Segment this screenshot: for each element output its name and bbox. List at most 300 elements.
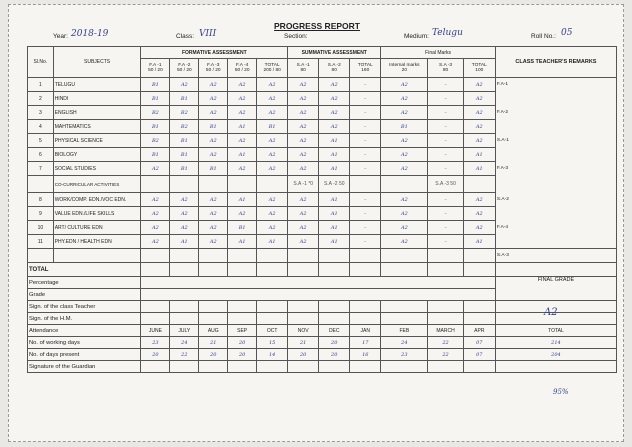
- subject-cell: HINDI: [53, 92, 141, 106]
- grade-cell: –: [428, 221, 463, 235]
- subject-row: [28, 207, 617, 221]
- working-days-cell: 24: [170, 337, 199, 349]
- signature-cell: [381, 313, 428, 325]
- remark-cell: [495, 92, 616, 106]
- grade-row-label: Grade: [28, 289, 141, 301]
- subject-row: [28, 92, 617, 106]
- grade-cell: A1: [319, 221, 350, 235]
- grade-cell: A2: [381, 106, 428, 120]
- grade-cell: A2: [381, 207, 428, 221]
- signature-cell: [350, 301, 381, 313]
- present-days-cell: 20: [319, 349, 350, 361]
- grade-cell: A2: [288, 148, 319, 162]
- year-value: 2018-19: [71, 29, 109, 39]
- grade-cell: A2: [381, 134, 428, 148]
- signature-cell: [428, 361, 463, 373]
- signature-cell: [463, 313, 495, 325]
- grade-cell: A2: [288, 92, 319, 106]
- present-days-cell: 20: [288, 349, 319, 361]
- signature-cell: [428, 313, 463, 325]
- grade-cell: B2: [141, 106, 170, 120]
- subject-row: [28, 235, 617, 249]
- working-days-cell: 17: [350, 337, 381, 349]
- grade-cell: A2: [288, 134, 319, 148]
- sa3-row: [28, 249, 617, 263]
- empty-cell: [141, 263, 170, 277]
- medium-label: Medium:: [404, 33, 429, 40]
- working-days-cell: 07: [463, 337, 495, 349]
- grade-cell: A2: [381, 92, 428, 106]
- month-cell: NOV: [288, 325, 319, 337]
- grade-cell: A2: [288, 207, 319, 221]
- grade-cell: [257, 176, 288, 193]
- grade-cell: B1: [141, 120, 170, 134]
- present-days-row-label: No. of days present: [28, 349, 141, 361]
- grade-cell: B1: [170, 134, 199, 148]
- empty-cell: [288, 263, 319, 277]
- grade-cell: –: [350, 92, 381, 106]
- subheader-name: TOTAL: [264, 62, 280, 68]
- grade-cell: –: [350, 148, 381, 162]
- grade-cell: A2: [228, 106, 257, 120]
- remark-cell: [495, 120, 616, 134]
- working-days-cell: 15: [257, 337, 288, 349]
- remark-cell: F.A-2: [495, 106, 616, 120]
- grade-cell: A2: [463, 221, 495, 235]
- present-days-cell: 07: [463, 349, 495, 361]
- empty-cell: [319, 263, 350, 277]
- working-days-cell: 23: [141, 337, 170, 349]
- grade-cell: A2: [381, 193, 428, 207]
- medium-value: Telugu: [432, 28, 463, 38]
- working-days-cell: 22: [428, 337, 463, 349]
- grade-cell: A2: [228, 78, 257, 92]
- remark-cell: F.A-1: [495, 78, 616, 92]
- grade-cell: A1: [228, 193, 257, 207]
- subheader-name: F.A -1: [149, 62, 162, 68]
- grade-cell: A2: [257, 162, 288, 176]
- signature-cell: [319, 313, 350, 325]
- grade-cell: A2: [141, 235, 170, 249]
- grade-cell: A2: [257, 221, 288, 235]
- subject-cell: ART/ CULTURE EDN: [53, 221, 141, 235]
- guardian-sign-row: [28, 361, 617, 373]
- subheader-max: 50 / 20: [148, 68, 163, 73]
- grade-cell: A2: [199, 106, 228, 120]
- grade-cell: A1: [463, 162, 495, 176]
- grade-cell: A2: [170, 221, 199, 235]
- grade-cell: A2: [199, 92, 228, 106]
- subheader-max: 80: [442, 68, 449, 73]
- subject-cell: SOCIAL STUDIES: [53, 162, 141, 176]
- month-cell: JAN: [350, 325, 381, 337]
- grade-cell: A2: [381, 162, 428, 176]
- signature-cell: [288, 313, 319, 325]
- grade-cell: [170, 176, 199, 193]
- subject-cell: WORK/COMP. EDN./VOC EDN.: [53, 193, 141, 207]
- grade-cell: B2: [170, 106, 199, 120]
- grade-cell: A2: [141, 221, 170, 235]
- empty-cell: [199, 263, 228, 277]
- month-cell: FEB: [381, 325, 428, 337]
- marks-table: [27, 46, 617, 373]
- grade-cell: S.A -2 50: [319, 176, 350, 193]
- subheader-name: TOTAL: [357, 62, 373, 68]
- empty-cell: [350, 249, 381, 263]
- subheader-cell: [350, 59, 381, 78]
- sl-no-cell: 5: [28, 134, 54, 148]
- empty-cell: [463, 249, 495, 263]
- grade-cell: [463, 176, 495, 193]
- grade-cell: A2: [228, 162, 257, 176]
- subheader-max: 160: [361, 68, 370, 73]
- grade-value: [141, 289, 495, 301]
- grade-cell: A2: [228, 207, 257, 221]
- grade-cell: A2: [319, 92, 350, 106]
- grade-cell: –: [428, 134, 463, 148]
- final-grade-value: A2: [544, 307, 558, 318]
- empty-cell: [428, 263, 463, 277]
- class-label: Class:: [176, 33, 195, 40]
- subheader-cell: [288, 59, 319, 78]
- grade-cell: A2: [463, 134, 495, 148]
- grade-cell: –: [350, 120, 381, 134]
- grade-cell: [199, 176, 228, 193]
- subheader-cell: [428, 59, 463, 78]
- grade-cell: A1: [319, 207, 350, 221]
- present-days-row: [28, 349, 617, 361]
- subject-cell: CO-CURRICULAR ACTIVITIES: [53, 176, 141, 193]
- grade-cell: A2: [257, 78, 288, 92]
- grade-cell: A2: [381, 221, 428, 235]
- signature-cell: [463, 361, 495, 373]
- header-final-marks: Final Marks: [381, 47, 496, 59]
- signature-cell: [170, 361, 199, 373]
- empty-cell: [28, 249, 54, 263]
- grade-cell: A2: [288, 78, 319, 92]
- present-days-total: 204: [495, 349, 616, 361]
- grade-cell: A1: [228, 148, 257, 162]
- empty-cell: [381, 263, 428, 277]
- subheader-cell: [319, 59, 350, 78]
- subject-row: [28, 78, 617, 92]
- sl-no-cell: 2: [28, 92, 54, 106]
- grade-cell: –: [428, 162, 463, 176]
- grade-cell: A2: [199, 193, 228, 207]
- subject-cell: MAHTEMATICS: [53, 120, 141, 134]
- empty-cell: [228, 263, 257, 277]
- sl-no-cell: 7: [28, 162, 54, 176]
- signature-cell: [199, 361, 228, 373]
- grade-cell: A1: [463, 235, 495, 249]
- header-remarks: CLASS TEACHER'S REMARKS: [495, 47, 616, 78]
- grade-cell: B1: [257, 120, 288, 134]
- grade-cell: A2: [381, 78, 428, 92]
- subheader-max: 80: [331, 68, 337, 73]
- percentage-row-label: Percentage: [28, 277, 141, 289]
- subject-row: [28, 221, 617, 235]
- present-days-cell: 22: [428, 349, 463, 361]
- remark-cell: [495, 176, 616, 193]
- grade-cell: –: [428, 193, 463, 207]
- month-cell: AUG: [199, 325, 228, 337]
- grade-cell: A1: [228, 120, 257, 134]
- grade-cell: A2: [288, 120, 319, 134]
- header-formative: FORMATIVE ASSESSMENT: [141, 47, 288, 59]
- working-days-cell: 24: [381, 337, 428, 349]
- grade-cell: [141, 176, 170, 193]
- grade-cell: [381, 176, 428, 193]
- grade-cell: A2: [199, 134, 228, 148]
- month-cell: OCT: [257, 325, 288, 337]
- grade-cell: A2: [199, 235, 228, 249]
- grade-cell: A2: [141, 162, 170, 176]
- subheader-name: F.A -2: [178, 62, 191, 68]
- grade-cell: A2: [463, 120, 495, 134]
- grade-cell: A2: [319, 78, 350, 92]
- empty-cell: [228, 249, 257, 263]
- header-row: [28, 47, 617, 59]
- working-days-row-label: No. of working days: [28, 337, 141, 349]
- grade-cell: B1: [170, 92, 199, 106]
- grade-cell: –: [350, 78, 381, 92]
- subheader-cell: [199, 59, 228, 78]
- subheader-cell: [463, 59, 495, 78]
- sl-no-cell: 11: [28, 235, 54, 249]
- grade-cell: A2: [257, 92, 288, 106]
- empty-cell: [319, 249, 350, 263]
- working-days-total: 214: [495, 337, 616, 349]
- grade-cell: B1: [170, 148, 199, 162]
- grade-cell: A2: [199, 148, 228, 162]
- subject-cell: ENGLISH: [53, 106, 141, 120]
- subheader-name: Internal marks: [389, 62, 420, 68]
- subject-row: [28, 134, 617, 148]
- subheader-name: S.A -1: [296, 62, 310, 68]
- present-days-cell: 20: [141, 349, 170, 361]
- subject-cell: PHYSICAL SCIENCE: [53, 134, 141, 148]
- roll-label: Roll No.:: [531, 33, 556, 40]
- guardian-sign-row-label: Signature of the Guardian: [28, 361, 141, 373]
- grade-cell: –: [428, 120, 463, 134]
- signature-cell: [228, 313, 257, 325]
- remark-cell: F.A-3: [495, 162, 616, 176]
- grade-cell: A2: [199, 78, 228, 92]
- month-cell: JUNE: [141, 325, 170, 337]
- teacher-sign-row-label: Sign. of the class Teacher: [28, 301, 141, 313]
- grade-cell: A1: [319, 193, 350, 207]
- grade-cell: A2: [463, 193, 495, 207]
- grade-cell: –: [428, 235, 463, 249]
- total-label: TOTAL: [28, 263, 141, 277]
- grade-cell: A2: [319, 120, 350, 134]
- grade-cell: A2: [288, 106, 319, 120]
- subject-row: [28, 176, 617, 193]
- grade-cell: A2: [463, 106, 495, 120]
- grade-cell: –: [428, 78, 463, 92]
- empty-cell: [288, 249, 319, 263]
- subheader-cell: [381, 59, 428, 78]
- subheader-cell: [257, 59, 288, 78]
- final-grade-label: FINAL GRADE: [495, 277, 616, 301]
- month-cell: JULY: [170, 325, 199, 337]
- grade-cell: A2: [463, 207, 495, 221]
- grade-cell: A2: [288, 162, 319, 176]
- grade-cell: A1: [463, 148, 495, 162]
- sl-no-cell: 1: [28, 78, 54, 92]
- signature-cell: [257, 313, 288, 325]
- signature-cell: [381, 361, 428, 373]
- signature-cell: [257, 301, 288, 313]
- grade-cell: A2: [228, 92, 257, 106]
- empty-cell: [141, 249, 170, 263]
- subheader-max: 20: [401, 68, 408, 73]
- subject-row: [28, 106, 617, 120]
- signature-cell: [228, 301, 257, 313]
- grade-cell: A2: [170, 207, 199, 221]
- subject-row: [28, 162, 617, 176]
- empty-cell: [257, 249, 288, 263]
- class-value: VIII: [199, 29, 217, 39]
- subheader-max: 100: [475, 68, 484, 73]
- grade-cell: A2: [257, 106, 288, 120]
- percentage-row: [28, 277, 617, 289]
- grade-cell: B2: [170, 120, 199, 134]
- empty-cell: [170, 249, 199, 263]
- grade-cell: B1: [141, 148, 170, 162]
- signature-cell: [170, 313, 199, 325]
- empty-cell: [53, 249, 141, 263]
- present-days-cell: 23: [381, 349, 428, 361]
- present-days-cell: 22: [170, 349, 199, 361]
- signature-cell: [199, 313, 228, 325]
- grade-cell: A2: [288, 193, 319, 207]
- working-days-cell: 21: [199, 337, 228, 349]
- grade-cell: A2: [257, 207, 288, 221]
- signature-cell: [381, 301, 428, 313]
- grade-cell: B1: [199, 120, 228, 134]
- remark-cell: F.A-4: [495, 221, 616, 235]
- subheader-name: F.A -4: [236, 62, 249, 68]
- signature-cell: [319, 301, 350, 313]
- grade-cell: B1: [381, 120, 428, 134]
- empty-cell: [350, 263, 381, 277]
- signature-cell: [257, 361, 288, 373]
- grade-cell: A1: [170, 235, 199, 249]
- grade-cell: –: [350, 193, 381, 207]
- signature-cell: [319, 361, 350, 373]
- subheader-name: S.A -2: [327, 62, 341, 68]
- grade-cell: B1: [228, 221, 257, 235]
- grade-cell: B1: [141, 92, 170, 106]
- signature-cell: [199, 301, 228, 313]
- subject-row: [28, 148, 617, 162]
- report-card-sheet: [8, 4, 624, 442]
- present-days-cell: 16: [350, 349, 381, 361]
- subject-cell: TELUGU: [53, 78, 141, 92]
- empty-cell: [381, 249, 428, 263]
- grade-cell: A2: [463, 92, 495, 106]
- subheader-max: 200 / 80: [263, 68, 281, 73]
- grade-cell: A1: [319, 148, 350, 162]
- subheader-max: 50 / 20: [177, 68, 192, 73]
- roll-value: 05: [561, 28, 573, 38]
- grade-cell: –: [428, 148, 463, 162]
- sl-no-cell: [28, 176, 54, 193]
- grade-cell: A2: [141, 207, 170, 221]
- grade-cell: B2: [141, 134, 170, 148]
- subject-cell: PHY.EDN / HEALTH EDN: [53, 235, 141, 249]
- grade-cell: A2: [288, 235, 319, 249]
- grade-cell: A1: [319, 235, 350, 249]
- present-days-cell: 14: [257, 349, 288, 361]
- grade-cell: –: [350, 134, 381, 148]
- grade-cell: –: [350, 106, 381, 120]
- grade-cell: [228, 176, 257, 193]
- grade-cell: A2: [463, 78, 495, 92]
- remark-cell: S.A-1: [495, 134, 616, 148]
- signature-cell: [141, 313, 170, 325]
- sl-no-cell: 4: [28, 120, 54, 134]
- grade-cell: A1: [319, 134, 350, 148]
- empty-cell: [170, 263, 199, 277]
- signature-cell: [288, 361, 319, 373]
- signature-cell: [350, 361, 381, 373]
- subheader-max: 50 / 20: [234, 68, 250, 73]
- signature-cell: [288, 301, 319, 313]
- empty-cell: [199, 249, 228, 263]
- working-days-cell: 20: [319, 337, 350, 349]
- signature-cell: [428, 301, 463, 313]
- signature-cell: [141, 361, 170, 373]
- subheader-max: 50 / 20: [205, 68, 221, 73]
- grade-cell: A1: [319, 162, 350, 176]
- header-summative: SUMMATIVE ASSESSMENT: [288, 47, 381, 59]
- grade-cell: A2: [141, 193, 170, 207]
- signature-cell: [463, 301, 495, 313]
- month-cell: DEC: [319, 325, 350, 337]
- grade-cell: A2: [170, 193, 199, 207]
- empty-cell: [463, 263, 495, 277]
- empty-cell: [495, 263, 616, 277]
- working-days-row: [28, 337, 617, 349]
- grade-cell: A1: [257, 235, 288, 249]
- present-days-cell: 20: [228, 349, 257, 361]
- subject-cell: BIOLOGY: [53, 148, 141, 162]
- month-cell: APR: [463, 325, 495, 337]
- grade-cell: A2: [381, 235, 428, 249]
- subject-row: [28, 120, 617, 134]
- grade-cell: A1: [228, 235, 257, 249]
- header-subjects: SUBJECTS: [53, 47, 141, 78]
- attendance-row: [28, 325, 617, 337]
- grade-cell: A2: [228, 134, 257, 148]
- grade-cell: A2: [319, 106, 350, 120]
- grade-cell: –: [350, 221, 381, 235]
- grade-cell: A2: [257, 193, 288, 207]
- grade-cell: –: [350, 207, 381, 221]
- grade-cell: A2: [199, 221, 228, 235]
- present-days-cell: 20: [199, 349, 228, 361]
- working-days-cell: 20: [228, 337, 257, 349]
- grade-cell: –: [350, 162, 381, 176]
- total-row: [28, 263, 617, 277]
- subheader-cell: [170, 59, 199, 78]
- month-cell: MARCH: [428, 325, 463, 337]
- grade-cell: A2: [257, 148, 288, 162]
- year-label: Year:: [53, 33, 68, 40]
- sl-no-cell: 6: [28, 148, 54, 162]
